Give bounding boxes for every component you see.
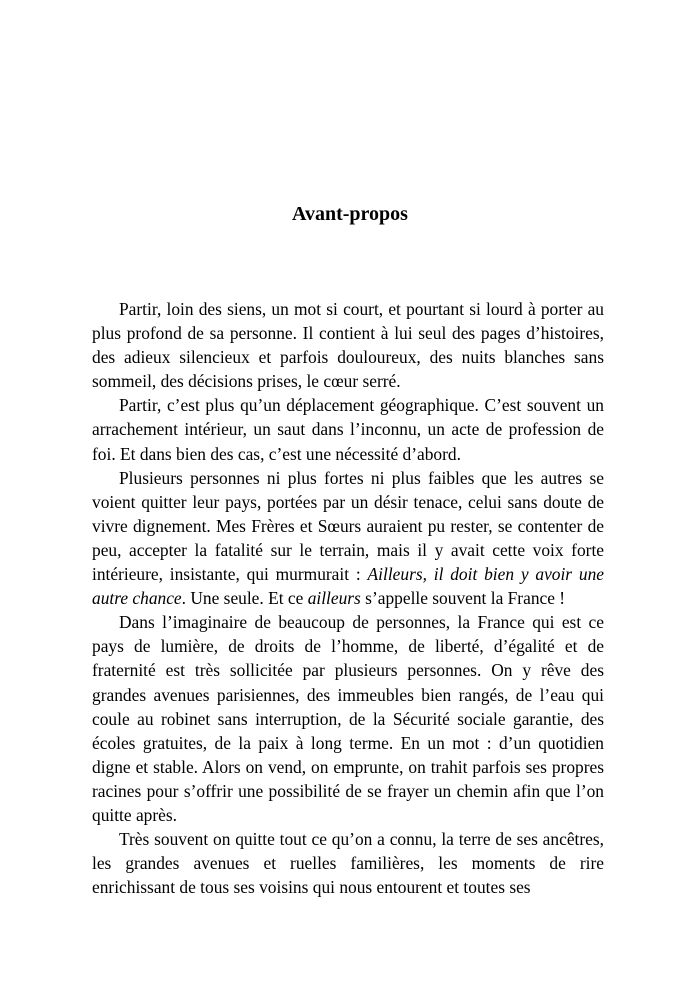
paragraph	[92, 610, 604, 827]
italic-text: ailleurs	[307, 588, 361, 609]
italic-text: Ailleurs, il doit bien y avoir une autre chance	[92, 564, 604, 609]
paragraph-text: Partir, c’est plus qu’un déplacement géographique. C’est souvent un arrachement intérieur, un saut dans l’inconnu, un acte de profession de foi. Et dans bien des cas, c’est une nécessité d’abord.	[92, 395, 604, 464]
page-title: Avant-propos	[292, 203, 408, 225]
paragraph-text: Partir, loin des siens, un mot si court, et pourtant si lourd à porter au plus profond de sa personne. Il contient à lui seul des pages d’histoires, des adieux silencieux et parfois douloureux, des nuits blanches sans sommeil, des décisions prises, le cœur serré.	[92, 299, 604, 392]
paragraph	[92, 297, 604, 393]
paragraph-text: . Une seule. Et ce	[181, 588, 308, 609]
paragraph	[92, 393, 604, 465]
paragraph	[92, 827, 604, 899]
paragraph-text: Très souvent on quitte tout ce qu’on a connu, la terre de ses ancêtres, les grandes avenues et ruelles familières, les moments de rire enrichissant de tous ses voisins qui nous entourent et toutes ses	[92, 829, 604, 898]
paragraph-text: Plusieurs personnes ni plus fortes ni plus faibles que les autres se voient quitter leur pays, portées par un désir tenace, celui sans doute de vivre dignement. Mes Frères et Sœurs auraient pu rester, se contenter de peu, accepter la fatalité sur le terrain, mais il y avait cette voix forte intérieure, insistante, qui murmurait :	[92, 467, 604, 585]
paragraph-text: s’appelle souvent la France !	[360, 588, 566, 609]
body-text	[92, 297, 604, 899]
paragraph-text: Dans l’imaginaire de beaucoup de personnes, la France qui est ce pays de lumière, de droits de l’homme, de liberté, d’égalité et de fraternité est très sollicitée par plusieurs personnes. On y rêve des grandes avenues parisiennes, des immeubles bien rangés, de l’eau qui coule au robinet sans interruption, de la Sécurité sociale garantie, des écoles gratuites, de la paix à long terme. En un mot : d’un quotidien digne et stable. Alors on vend, on emprunte, on trahit parfois ses propres racines pour s’offrir une possibilité de se frayer un chemin afin que l’on quitte après.	[92, 612, 604, 825]
paragraph	[92, 466, 604, 611]
